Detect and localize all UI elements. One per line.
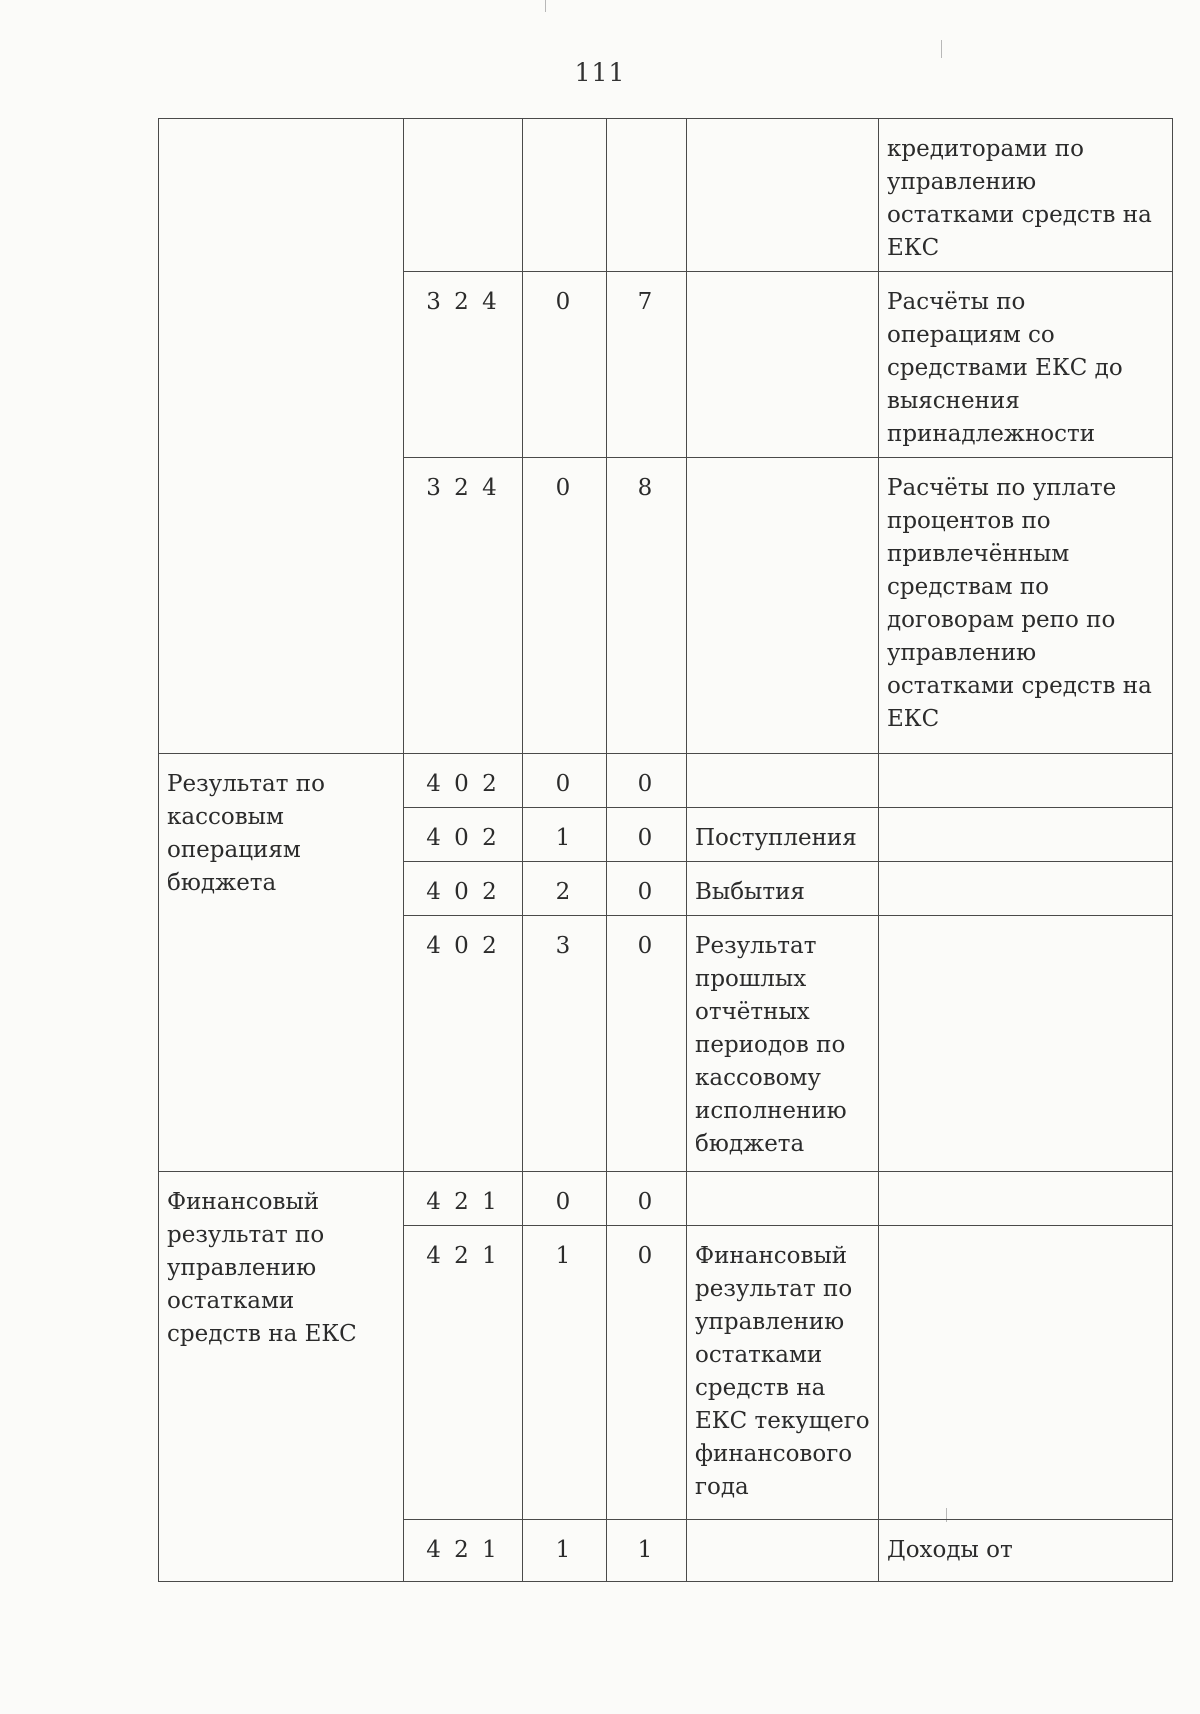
account-code: 4 0 2 xyxy=(404,916,523,1172)
account-sub1: 0 xyxy=(523,272,607,458)
accounts-table xyxy=(158,118,1173,1582)
page-number: 111 xyxy=(574,58,626,87)
group-cell xyxy=(159,119,404,754)
account-code: 4 0 2 xyxy=(404,754,523,808)
account-sub2: 0 xyxy=(607,916,687,1172)
account-sub1: 3 xyxy=(523,916,607,1172)
account-code: 4 0 2 xyxy=(404,808,523,862)
account-description xyxy=(879,862,1173,916)
account-name: Финансовый результат по управлению остатками средств на ЕКС текущего финансового года xyxy=(687,1226,879,1520)
account-description: Доходы от xyxy=(879,1520,1173,1582)
scan-artifact xyxy=(545,0,546,12)
account-sub1 xyxy=(523,119,607,272)
account-sub2: 1 xyxy=(607,1520,687,1582)
account-sub2: 0 xyxy=(607,862,687,916)
account-sub1: 0 xyxy=(523,458,607,754)
account-name: Результат прошлых отчётных периодов по кассовому исполнению бюджета xyxy=(687,916,879,1172)
account-sub1: 1 xyxy=(523,1226,607,1520)
account-name xyxy=(687,754,879,808)
account-name xyxy=(687,458,879,754)
account-name xyxy=(687,1520,879,1582)
account-code xyxy=(404,119,523,272)
account-code: 3 2 4 xyxy=(404,458,523,754)
account-sub2: 0 xyxy=(607,1172,687,1226)
account-description xyxy=(879,1226,1173,1520)
account-code: 3 2 4 xyxy=(404,272,523,458)
account-sub1: 0 xyxy=(523,1172,607,1226)
account-name xyxy=(687,119,879,272)
account-sub2: 8 xyxy=(607,458,687,754)
account-sub1: 1 xyxy=(523,1520,607,1582)
account-code: 4 2 1 xyxy=(404,1520,523,1582)
account-description xyxy=(879,1172,1173,1226)
group-cell: Финансовый результат по управлению остатками средств на ЕКС xyxy=(159,1172,404,1582)
group-cell: Результат по кассовым операциям бюджета xyxy=(159,754,404,1172)
account-description: кредиторами по управлению остатками средств на ЕКС xyxy=(879,119,1173,272)
account-description: Расчёты по уплате процентов по привлечённым средствам по договорам репо по управлению остатками средств на ЕКС xyxy=(879,458,1173,754)
account-name xyxy=(687,1172,879,1226)
account-code: 4 2 1 xyxy=(404,1172,523,1226)
account-description xyxy=(879,754,1173,808)
account-sub2: 7 xyxy=(607,272,687,458)
account-sub1: 1 xyxy=(523,808,607,862)
account-sub2: 0 xyxy=(607,1226,687,1520)
account-sub2 xyxy=(607,119,687,272)
account-name: Выбытия xyxy=(687,862,879,916)
account-sub1: 0 xyxy=(523,754,607,808)
account-name: Поступления xyxy=(687,808,879,862)
scan-artifact xyxy=(941,40,942,58)
account-code: 4 2 1 xyxy=(404,1226,523,1520)
table-row xyxy=(159,1172,1173,1226)
account-name xyxy=(687,272,879,458)
table-row xyxy=(159,119,1173,272)
account-description: Расчёты по операциям со средствами ЕКС до выяснения принадлежности xyxy=(879,272,1173,458)
account-sub2: 0 xyxy=(607,808,687,862)
account-description xyxy=(879,808,1173,862)
account-sub1: 2 xyxy=(523,862,607,916)
account-code: 4 0 2 xyxy=(404,862,523,916)
account-sub2: 0 xyxy=(607,754,687,808)
account-description xyxy=(879,916,1173,1172)
table-row xyxy=(159,754,1173,808)
